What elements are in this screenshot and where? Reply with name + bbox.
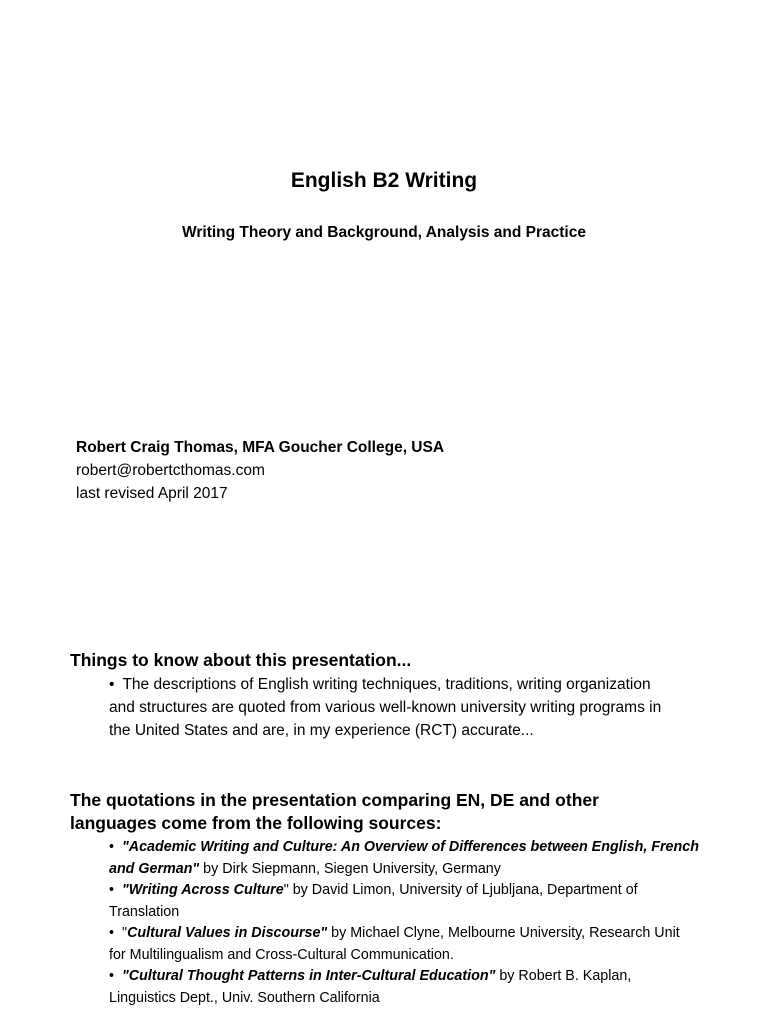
author-name: Robert Craig Thomas, MFA Goucher College, USA: [76, 439, 445, 456]
sources-heading: The quotations in the presentation comparing EN, DE and other languages come from the following sources:: [70, 790, 599, 833]
source-item: [109, 880, 699, 923]
description-text: The descriptions of English writing techniques, traditions, writing organization and structures are quoted from various well-known university writing programs in the United States and are, in my experience (RCT) accurate...: [109, 676, 662, 739]
source-title: "Writing Across Culture: [122, 882, 284, 898]
description-bullet: [109, 673, 669, 742]
source-detail: by Michael Clyne, Melbourne University, Research Unit for Multilingualism and Cross-Cultural Communication.: [109, 925, 680, 963]
slide-subtitle: Writing Theory and Background, Analysis and Practice: [182, 224, 586, 241]
bullet-mark: •: [109, 882, 115, 898]
slide-title: English B2 Writing: [290, 169, 478, 192]
source-detail: by Dirk Siepmann, Siegen University, Germany: [199, 860, 501, 877]
sources-list: [109, 837, 699, 1009]
revision-date: last revised April 2017: [76, 485, 228, 502]
things-to-know-heading: Things to know about this presentation...: [70, 650, 412, 670]
source-title: Cultural Values in Discourse": [127, 925, 328, 941]
bullet-mark: •: [109, 676, 115, 693]
bullet-mark: •: [109, 925, 115, 941]
author-email: robert@robertcthomas.com: [76, 462, 265, 479]
source-item: [109, 923, 699, 966]
source-detail: " by David Limon, University of Ljubljana, Department of Translation: [109, 882, 638, 920]
info-slide: [0, 560, 768, 1024]
author-block: [76, 436, 444, 505]
source-prefix: ": [122, 925, 128, 941]
source-title: "Cultural Thought Patterns in Inter-Cultural Education": [122, 968, 496, 984]
source-item: [109, 837, 699, 880]
source-title: "Academic Writing and Culture: An Overview of Differences between English, French and German": [109, 839, 699, 877]
source-detail: by Robert B. Kaplan, Linguistics Dept., Univ. Southern California: [109, 968, 632, 1006]
source-item: [109, 966, 699, 1009]
bullet-mark: •: [109, 839, 115, 855]
bullet-mark: •: [109, 968, 115, 984]
